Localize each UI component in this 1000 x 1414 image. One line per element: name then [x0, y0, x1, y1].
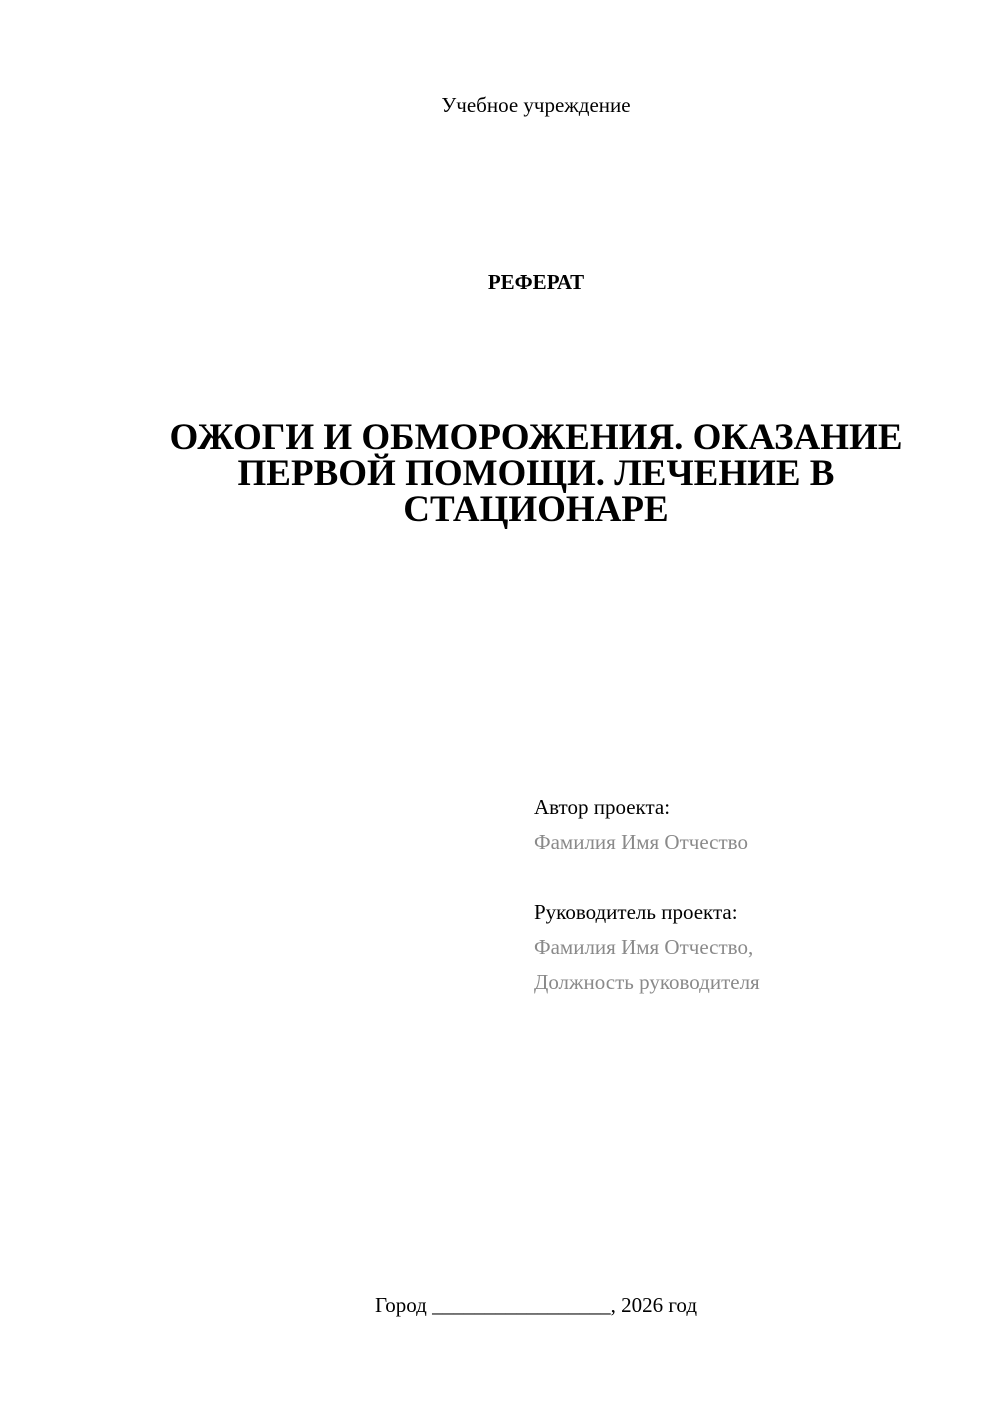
document-type: РЕФЕРАТ — [487, 270, 585, 294]
author-name: Фамилия Имя Отчество — [534, 830, 748, 854]
supervisor-name: Фамилия Имя Отчество, — [534, 935, 754, 959]
supervisor-position: Должность руководителя — [534, 970, 760, 994]
supervisor-label: Руководитель проекта: — [534, 900, 738, 924]
institution-name: Учебное учреждение — [441, 93, 631, 117]
credits-block — [534, 790, 974, 1000]
city-year-line: Город _________________, 2026 год — [374, 1293, 698, 1317]
author-label: Автор проекта: — [534, 795, 671, 819]
document-title: ОЖОГИ И ОБМОРОЖЕНИЯ. ОКАЗАНИЕ ПЕРВОЙ ПОМОЩИ. ЛЕЧЕНИЕ В СТАЦИОНАРЕ — [169, 417, 903, 530]
credits-spacer — [534, 860, 974, 895]
